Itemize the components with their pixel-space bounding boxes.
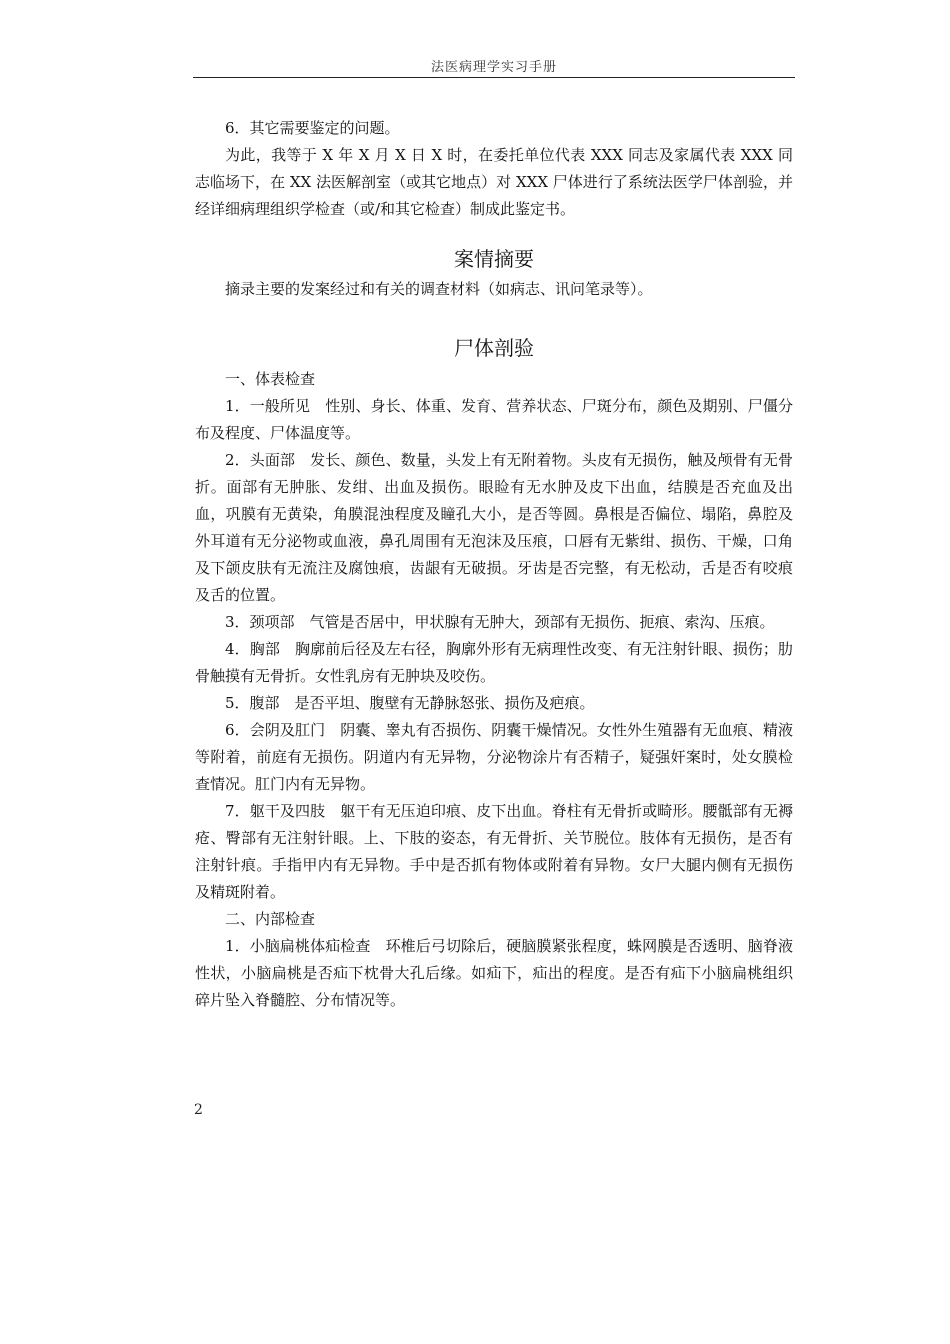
- section-heading-case-summary: 案情摘要: [454, 247, 534, 271]
- paragraph-intro-statement: 为此，我等于 X 年 X 月 X 日 X 时，在委托单位代表 XXX 同志及家属代表 XXX 同志临场下，在 XX 法医解剖室（或其它地点）对 XXX 尸体进行了系统法医学尸体剖验，并经详细病理组织学检查（或/和其它检查）制成此鉴定书。: [195, 146, 793, 218]
- paragraph-case-summary: 摘录主要的发案经过和有关的调查材料（如病志、讯问笔录等）。: [225, 280, 653, 298]
- subheading-internal-exam: 二、内部检查: [225, 910, 316, 928]
- paragraph-external-perineum: 6．会阴及肛门 阴囊、睾丸有否损伤、阴囊干燥情况。女性外生殖器有无血痕、精液等附着，前庭有无损伤。阴道内有无异物，分泌物涂片有否精子，疑强奸案时，处女膜检查情况。肛门内有无异物。: [195, 721, 793, 793]
- paragraph-external-head-face: 2．头面部 发长、颜色、数量，头发上有无附着物。头皮有无损伤，触及颅骨有无骨折。面部有无肿胀、发绀、出血及损伤。眼睑有无水肿及皮下出血，结膜是否充血及出血，巩膜有无黄染，角膜混浊程度及瞳孔大小，是否等圆。鼻根是否偏位、塌陷，鼻腔及外耳道有无分泌物或血液，鼻孔周围有无泡沫及压痕，口唇有无紫绀、损伤、干燥，口角及下颌皮肤有无流注及腐蚀痕，齿龈有无破损。牙齿是否完整，有无松动，舌是否有咬痕及舌的位置。: [195, 451, 793, 604]
- paragraph-intro-item-6: 6．其它需要鉴定的问题。: [225, 119, 400, 137]
- paragraph-external-trunk-limbs: 7．躯干及四肢 躯干有无压迫印痕、皮下出血。脊柱有无骨折或畸形。腰骶部有无褥疮、臀部有无注射针眼。上、下肢的姿态，有无骨折、关节脱位。肢体有无损伤，是否有注射针痕。手指甲内有无异物。手中是否抓有物体或附着有异物。女尸大腿内侧有无损伤及精斑附着。: [195, 802, 793, 901]
- running-header: 法医病理学实习手册: [430, 60, 557, 75]
- paragraph-external-general: 1．一般所见 性别、身长、体重、发育、营养状态、尸斑分布，颜色及期别、尸僵分布及程度、尸体温度等。: [195, 397, 793, 442]
- paragraph-external-abdomen: 5．腹部 是否平坦、腹壁有无静脉怒张、损伤及疤痕。: [225, 694, 595, 712]
- section-heading-autopsy: 尸体剖验: [454, 336, 534, 360]
- paragraph-external-neck: 3．颈项部 气管是否居中，甲状腺有无肿大，颈部有无损伤、扼痕、索沟、压痕。: [225, 613, 775, 631]
- page-number: 2: [194, 1102, 203, 1118]
- header-divider: [193, 77, 795, 78]
- subheading-external-exam: 一、体表检查: [225, 370, 316, 388]
- page-body: [195, 115, 793, 1014]
- paragraph-external-chest: 4．胸部 胸廓前后径及左右径，胸廓外形有无病理性改变、有无注射针眼、损伤；肋骨触摸有无骨折。女性乳房有无肿块及咬伤。: [195, 640, 793, 685]
- paragraph-internal-tonsillar-herniation: 1．小脑扁桃体疝检查 环椎后弓切除后，硬脑膜紧张程度，蛛网膜是否透明、脑脊液性状，小脑扁桃是否疝下枕骨大孔后缘。如疝下，疝出的程度。是否有疝下小脑扁桃组织碎片坠入脊髓腔、分布情况等。: [195, 937, 793, 1009]
